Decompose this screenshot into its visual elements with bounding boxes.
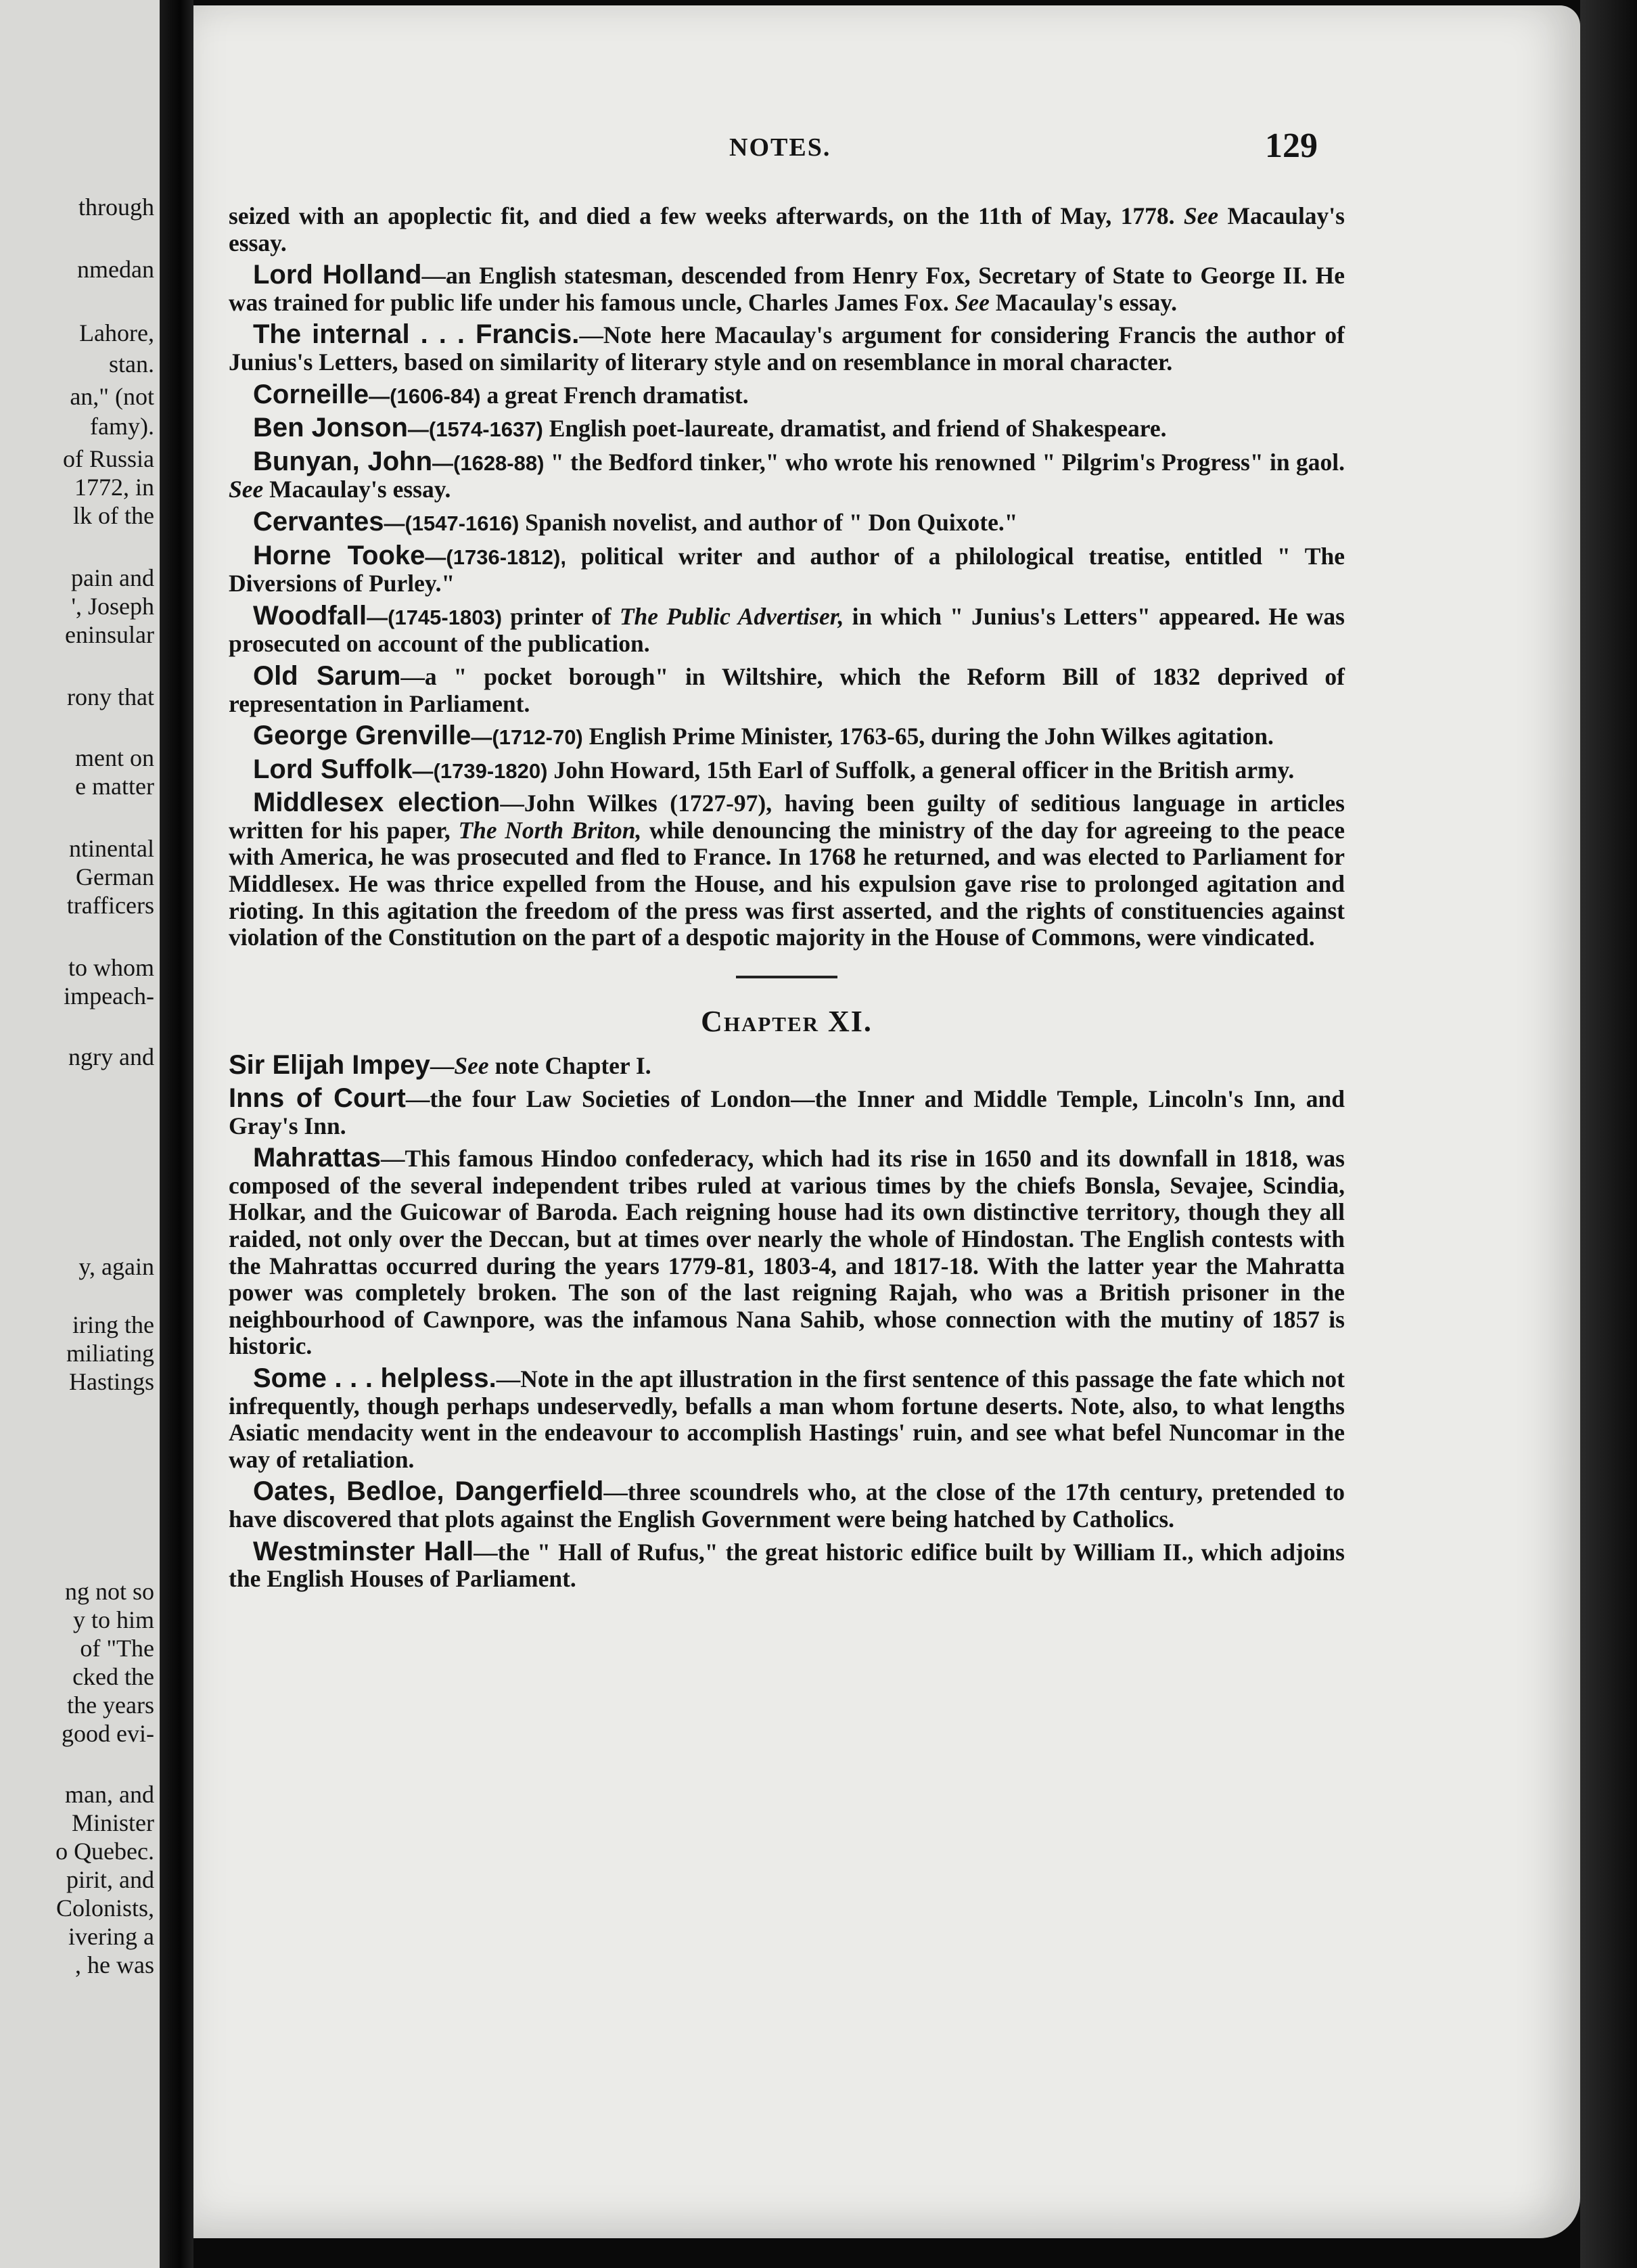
left-page-text-fragment: , he was (75, 1951, 154, 1978)
entry-dates: —(1736-1812), (425, 545, 566, 569)
left-page-text-fragment: y, again (78, 1253, 154, 1280)
note-entry (229, 660, 1345, 717)
entry-desc: —Note here Macaulay's argument for considering Francis the author of Junius's Letters, based on similarity of literary style and on resemblance in moral character. (229, 321, 1345, 376)
entry-term: Oates, Bedloe, Dangerfield (253, 1476, 604, 1507)
entry-desc: a great French dramatist. (480, 381, 749, 409)
entry-term: Some . . . helpless. (253, 1363, 497, 1393)
entry-term: The internal . . . Francis. (253, 319, 580, 350)
entry-dates: —(1574-1637) (407, 417, 543, 442)
entry-desc: English Prime Minister, 1763-65, during the John Wilkes agitation. (582, 723, 1274, 750)
entry-term: Cervantes (253, 506, 384, 537)
left-page-text-fragment: ngry and (68, 1043, 154, 1070)
left-page-text-fragment: y to him (72, 1606, 154, 1633)
entry-desc: —the " Hall of Rufus," the great historic edifice built by William II., which adjoins the English Houses of Parliament. (229, 1538, 1345, 1593)
entry-see: See (1183, 202, 1219, 229)
entry-term: Lord Suffolk (253, 754, 413, 784)
note-entry (229, 1085, 1345, 1139)
entry-desc: —a " pocket borough" in Wiltshire, which the Reform Bill of 1832 deprived of representation in Parliament. (229, 662, 1345, 717)
entry-desc: John Howard, 15th Earl of Suffolk, a general officer in the British army. (547, 756, 1295, 784)
left-page-text-fragment: German (76, 863, 154, 890)
left-page-text-fragment: to whom (68, 954, 154, 981)
entry-term: Inns of Court (229, 1083, 406, 1114)
entry-term: Sir Elijah Impey (229, 1050, 430, 1081)
entry-desc: " the Bedford tinker," who wrote his renowned " Pilgrim's Progress" in gaol. (544, 448, 1345, 476)
left-page-text-fragment: rony that (67, 683, 154, 710)
note-entry (229, 379, 1345, 410)
entry-after: Macaulay's essay. (229, 202, 1345, 256)
note-entry (229, 1536, 1345, 1593)
note-entry (229, 1365, 1345, 1473)
left-page-text-fragment: o Quebec. (55, 1838, 154, 1865)
left-page-text-fragment: man, and (65, 1781, 154, 1808)
note-entry (229, 415, 1345, 443)
entry-desc: English poet-laureate, dramatist, and friend of Shakespeare. (543, 415, 1167, 443)
left-page-text-fragment: stan. (109, 350, 154, 378)
entry-desc: seized with an apoplectic fit, and died a few weeks afterwards, on the 11th of May, 1778. (229, 202, 1184, 229)
note-entry (229, 540, 1345, 597)
note-entry (229, 506, 1345, 537)
note-entry (229, 321, 1345, 376)
note-entry (229, 446, 1345, 503)
entry-desc: —Note in the apt illustration in the first sentence of this passage the fate which not infrequently, though perhaps undeservedly, befalls a man whom fortune deserts. Note, also, to what lengths Asiatic mendacity went in the endeavour to accomplish Hastings' ruin, and see what befel Nuncomar in the way of retaliation. (229, 1365, 1345, 1473)
left-page-text-fragment: Colonists, (55, 1895, 154, 1922)
running-header: NOTES. (729, 133, 831, 162)
note-entry (229, 756, 1345, 785)
entry-see: See (954, 288, 990, 316)
left-page-text-fragment: ng not so (64, 1578, 154, 1605)
entry-desc: —John Wilkes (1727-97), having been guilty of seditious language in articles written for his paper, (229, 790, 1345, 844)
entry-desc: —This famous Hindoo confederacy, which had its rise in 1650 and its downfall in 1818, was composed of the several independent tribes ruled at various times by the chiefs Bonsla, Sevajee, Scindia, Holkar, and the Guicowar of Baroda. Each reigning house had its own distinctive territory, though they all raided, not only over the Deccan, but at times over nearly the whole of Hindostan. The English contests with the Mahrattas occurred during the years 1779-81, 1803-4, and 1817-18. With the latter year the Mahratta power was completely broken. The son of the last reigning Rajah, who was a British prisoner in the neighbourhood of Cawnpore, was the infamous Nana Sahib, whose connection with the mutiny of 1857 is historic. (229, 1145, 1345, 1360)
left-page-text-fragment: Minister (72, 1809, 154, 1836)
notes-content (229, 203, 1345, 1598)
left-page-text-fragment: pirit, and (66, 1866, 154, 1893)
entry-term: Old Sarum (253, 660, 401, 691)
entry-desc: political writer and author of a philological treatise, entitled " The Diversions of Purley." (229, 542, 1345, 597)
entry-term: Woodfall (253, 600, 367, 631)
left-page-text-fragment: cked the (72, 1663, 154, 1690)
left-page-text-fragment: of Russia (63, 445, 154, 472)
entry-dates: —(1547-1616) (384, 511, 520, 535)
left-page-text-fragment: iring the (72, 1311, 154, 1338)
entry-term: Lord Holland (253, 260, 422, 290)
entry-after: Macaulay's essay. (989, 288, 1177, 316)
entry-after: note Chapter I. (488, 1052, 651, 1080)
entries-chapter-x (229, 203, 1345, 951)
left-page-text-fragment: the years (67, 1692, 154, 1719)
entry-see: See (229, 476, 264, 503)
entry-desc: —the four Law Societies of London—the Inner and Middle Temple, Lincoln's Inn, and Gray's Inn. (229, 1085, 1345, 1139)
note-entry (229, 1478, 1345, 1533)
entry-term: Middlesex election (253, 788, 501, 818)
note-entry (229, 600, 1345, 658)
entry-see: The North Briton, (458, 816, 642, 844)
left-page-fragment (0, 0, 160, 2268)
left-page-text-fragment: ment on (75, 744, 154, 771)
entry-desc: printer of (502, 602, 620, 630)
entry-dates: —(1745-1803) (367, 605, 503, 629)
left-page-text-fragment: 1772, in (74, 474, 154, 501)
left-page-text-fragment: pain and (71, 564, 154, 591)
left-page-text-fragment: an," (not (70, 383, 154, 410)
left-page-text-fragment: ', Joseph (71, 593, 154, 620)
entry-term: George Grenville (253, 721, 471, 751)
left-page-text-fragment: miliating (66, 1340, 154, 1367)
entry-dates: —(1739-1820) (412, 758, 548, 783)
entry-desc: — (430, 1052, 455, 1080)
entry-term: Bunyan, John (253, 446, 433, 476)
left-page-text-fragment: ntinental (69, 835, 154, 862)
entry-term: Ben Jonson (253, 413, 408, 443)
note-entry (229, 790, 1345, 951)
left-page-text-fragment: Hastings (69, 1368, 154, 1395)
page-number: 129 (1265, 127, 1318, 165)
entry-desc: —an English statesman, descended from Henry Fox, Secretary of State to George II. He was trained for public life under his famous uncle, Charles James Fox. (229, 262, 1345, 316)
note-entry (229, 1052, 1345, 1080)
entry-dates: —(1606-84) (369, 384, 481, 408)
right-page-edge (1580, 0, 1637, 2268)
note-entry (229, 262, 1345, 316)
left-page-text-fragment: through (78, 194, 154, 221)
book-gutter (160, 0, 193, 2268)
chapter-heading: Chapter XI. (701, 1004, 873, 1038)
left-page-text-fragment: impeach- (64, 982, 154, 1010)
entry-after: while denouncing the ministry of the day for agreeing to the peace with America, he was prosecuted and fled to France. In 1768 he returned, and was elected to Parliament for Middlesex. He was thrice expelled from the House, and his expulsion gave rise to prolonged agitation and rioting. In this agitation the freedom of the press was first asserted, and the rights of constituencies against violation of the Constitution on the part of a despotic majority in the House of Commons, were vindicated. (229, 816, 1345, 951)
section-rule (736, 976, 837, 978)
left-page-text-fragment: trafficers (66, 892, 154, 919)
left-page-text-fragment: ivering a (68, 1923, 154, 1950)
entry-see: See (454, 1052, 489, 1080)
entry-desc: —three scoundrels who, at the close of the 17th century, pretended to have discovered that plots against the English Government were being hatched by Catholics. (229, 1478, 1345, 1533)
note-entry (229, 203, 1345, 256)
note-entry (229, 723, 1345, 751)
entry-dates: —(1628-88) (432, 451, 545, 475)
entry-desc: Spanish novelist, and author of " Don Quixote." (519, 508, 1018, 536)
entry-term: Horne Tooke (253, 540, 425, 570)
note-entry (229, 1145, 1345, 1360)
entry-dates: —(1712-70) (471, 725, 583, 750)
left-page-text-fragment: lk of the (73, 502, 154, 529)
left-page-text-fragment: famy). (90, 413, 154, 440)
entries-chapter-xi (229, 1052, 1345, 1592)
entry-term: Mahrattas (253, 1143, 381, 1173)
left-page-text-fragment: e matter (75, 773, 154, 800)
entry-term: Corneille (253, 379, 369, 409)
entry-term: Westminster Hall (253, 1536, 474, 1566)
left-page-text-fragment: good evi- (62, 1720, 154, 1747)
entry-after: Macaulay's essay. (263, 476, 451, 503)
left-page-text-fragment: nmedan (77, 256, 154, 283)
left-page-text-fragment: eninsular (65, 621, 154, 648)
left-page-text-fragment: Lahore, (79, 319, 154, 346)
left-page-text-fragment: of "The (80, 1635, 154, 1662)
entry-after: in which " Junius's Letters" appeared. He was prosecuted on account of the publication. (229, 602, 1345, 658)
entry-see: The Public Advertiser, (619, 602, 844, 630)
